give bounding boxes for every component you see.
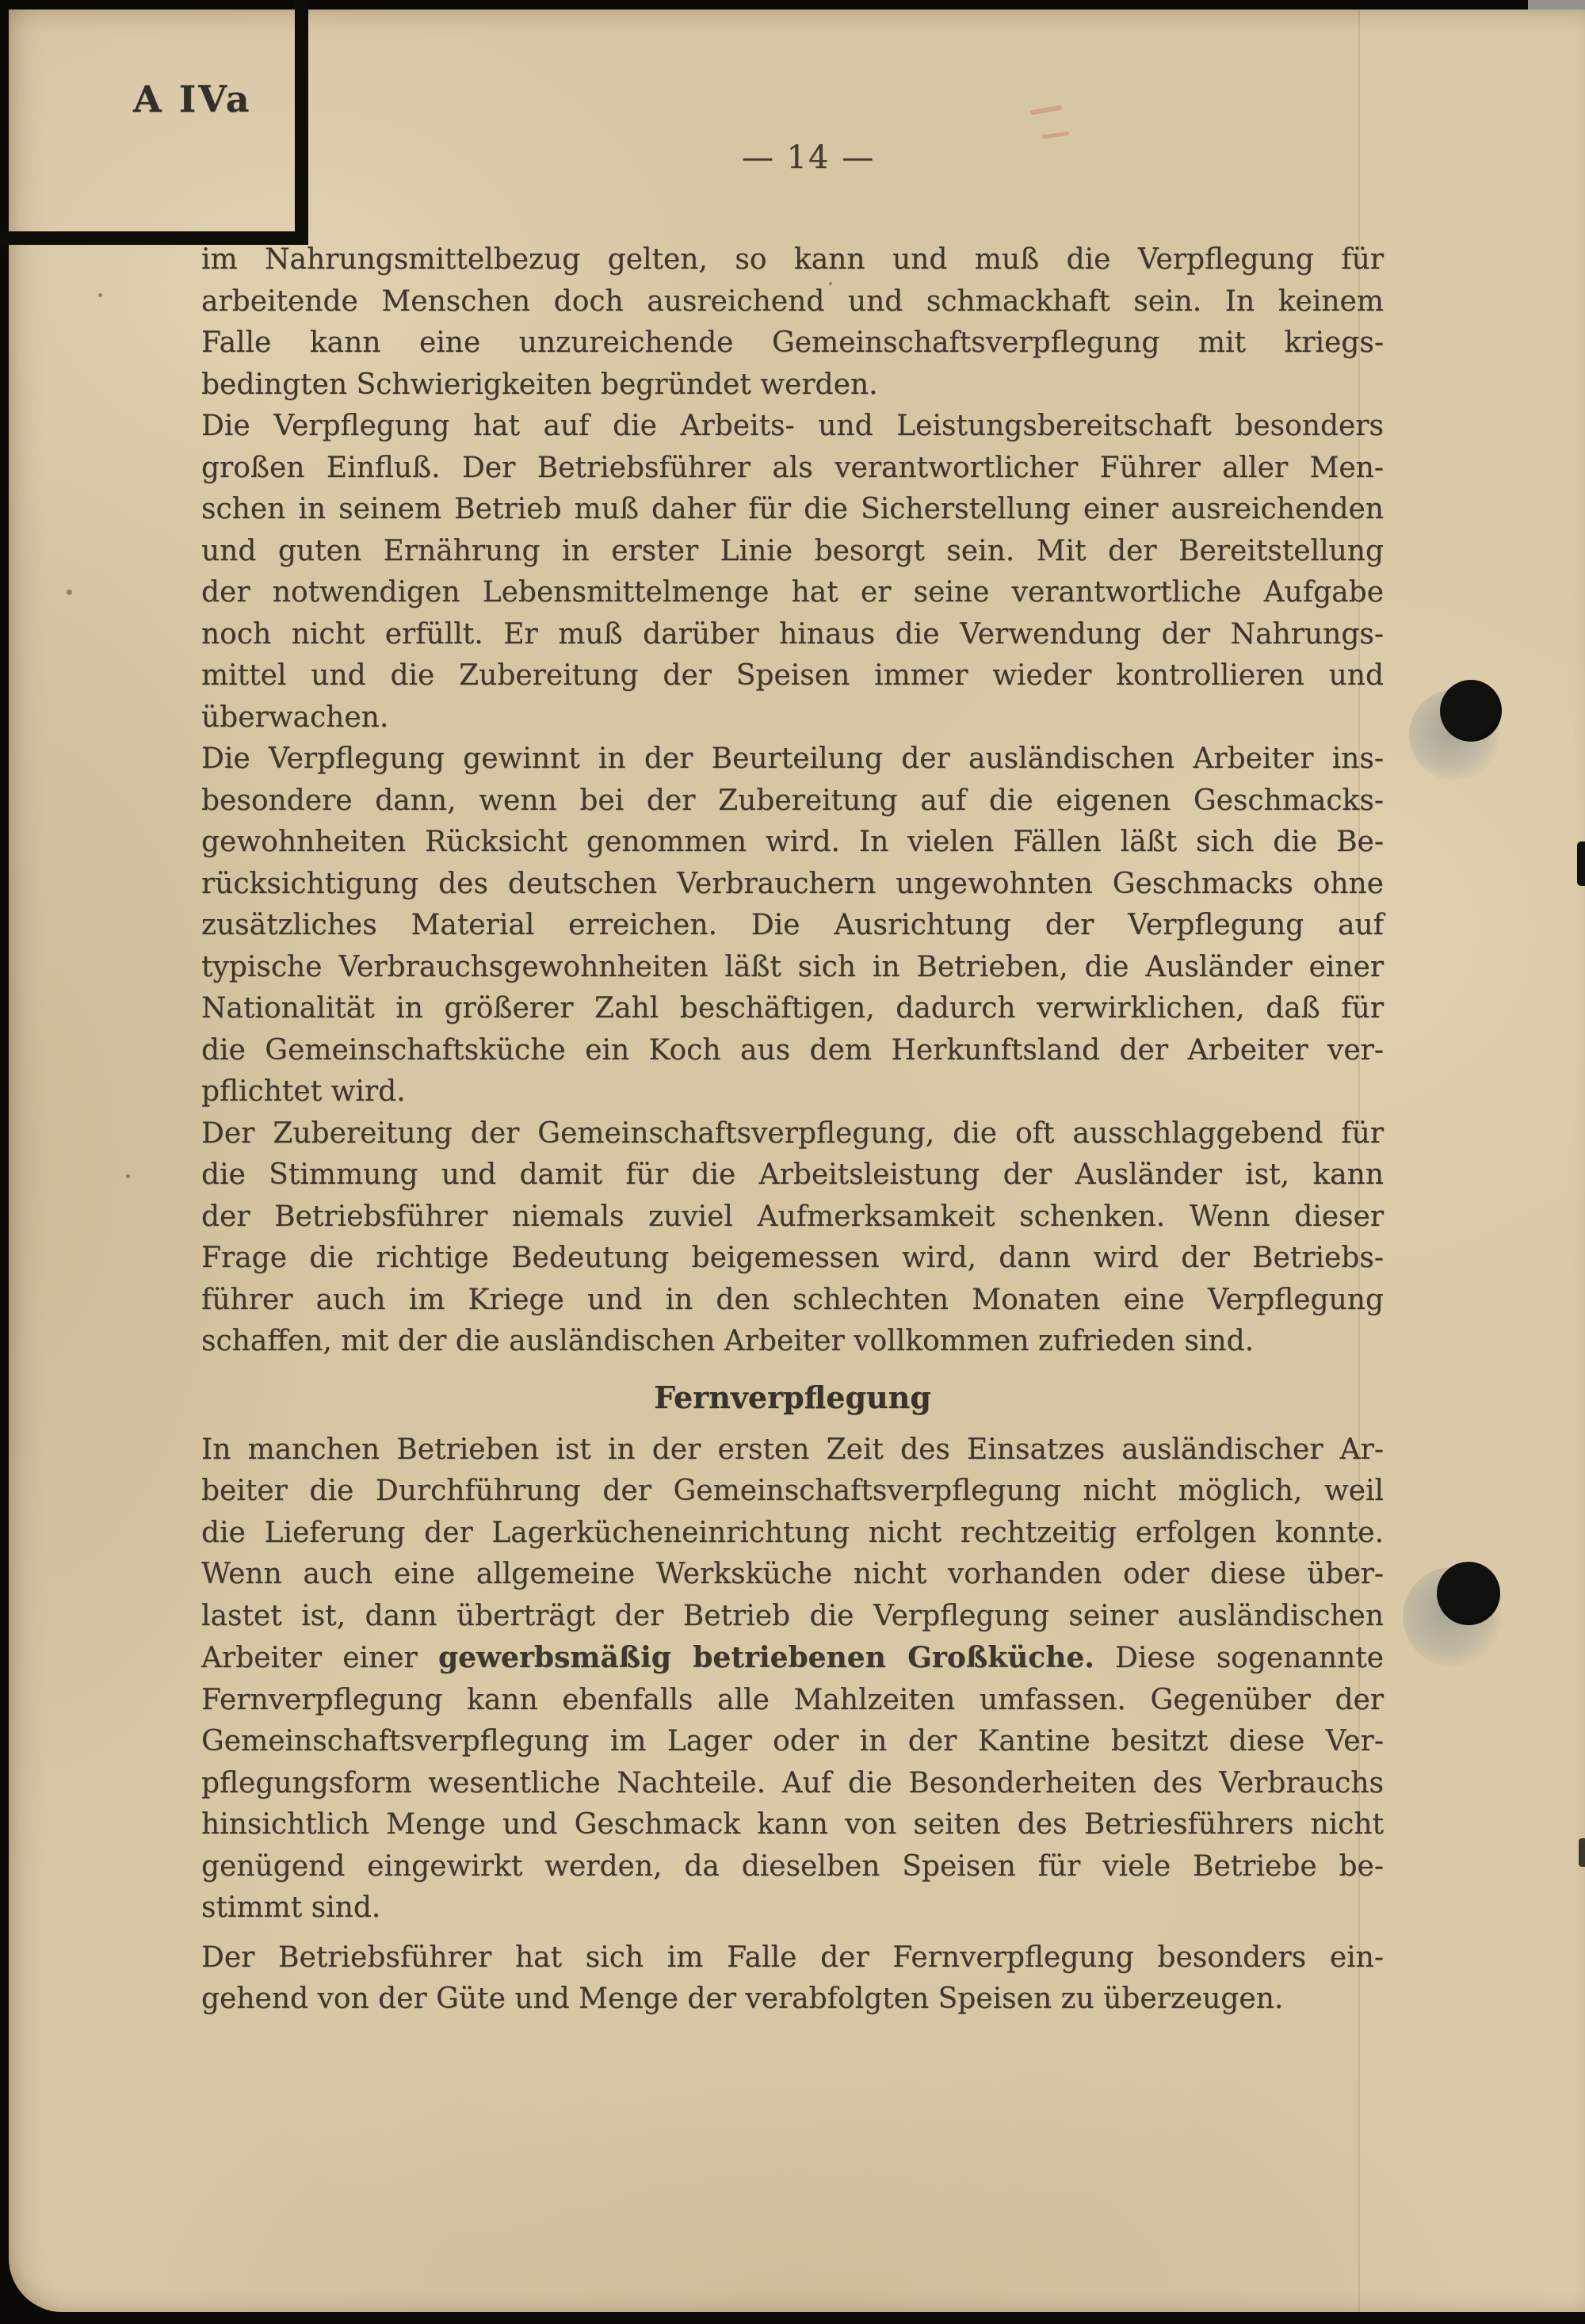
- ink-speck: [126, 1174, 130, 1178]
- text-line-with-bold: [201, 1637, 1384, 1680]
- text-line: Frage die richtige Bedeutung beigemessen wird, dann wird der Betriebs-: [201, 1242, 1384, 1274]
- page-number: — 14 —: [741, 139, 876, 176]
- text-line: zusätzliches Material erreichen. Die Ausrichtung der Verpflegung auf: [201, 909, 1384, 941]
- scan-edge-artifact: [1528, 0, 1585, 10]
- text-line: noch nicht erfüllt. Er muß darüber hinaus die Verwendung der Nahrungs-: [201, 617, 1384, 651]
- ink-speck: [67, 590, 72, 595]
- paragraph-3: [201, 738, 1384, 1113]
- classification-corner-box: [0, 0, 308, 245]
- text-line: überwachen.: [201, 700, 389, 734]
- text-line: Gemeinschaftsverpflegung im Lager oder in der Kantine besitzt diese Ver-: [201, 1725, 1384, 1757]
- text-line: pflegungsform wesentliche Nachteile. Auf die Besonderheiten des Verbrauchs: [201, 1766, 1384, 1799]
- paragraph-2: [201, 406, 1384, 738]
- text-segment: Arbeiter einer: [201, 1642, 438, 1674]
- text-line: typische Verbrauchsgewohnheiten läßt sich in Betrieben, die Ausländer einer: [201, 950, 1384, 983]
- text-line: die Lieferung der Lagerkücheneinrichtung nicht rechtzeitig erfolgen konnte.: [201, 1516, 1384, 1549]
- text-segment: Diese sogenannte: [1094, 1642, 1384, 1674]
- text-line: der Betriebsführer niemals zuviel Aufmerksamkeit schenken. Wenn dieser: [201, 1200, 1384, 1233]
- section-heading: Fernverpflegung: [654, 1379, 931, 1415]
- text-line: die Gemeinschaftsküche ein Koch aus dem Herkunftsland der Arbeiter ver-: [201, 1033, 1384, 1067]
- text-line: Falle kann eine unzureichende Gemeinschaftsverpflegung mit kriegs-: [201, 326, 1384, 359]
- crease-light-band: [1360, 10, 1585, 2312]
- right-edge-mark: [1579, 1838, 1585, 1867]
- text-line: rücksichtigung des deutschen Verbrauchern ungewohnten Geschmacks ohne: [201, 867, 1384, 900]
- classification-label: A IVa: [133, 78, 252, 120]
- text-line: Nationalität in größerer Zahl beschäftigen, dadurch verwirklichen, daß für: [201, 992, 1384, 1025]
- text-line: Die Verpflegung hat auf die Arbeits- und Leistungsbereitschaft besonders: [201, 410, 1384, 442]
- text-line: genügend eingewirkt werden, da dieselben Speisen für viele Betriebe be-: [201, 1849, 1384, 1883]
- text-line: schen in seinem Betrieb muß daher für die Sicherstellung einer ausreichenden: [201, 493, 1384, 525]
- text-line: Wenn auch eine allgemeine Werksküche nicht vorhanden oder diese über-: [201, 1558, 1384, 1590]
- text-line: mittel und die Zubereitung der Speisen immer wieder kontrollieren und: [201, 659, 1384, 692]
- text-line: schaffen, mit der die ausländischen Arbeiter vollkommen zufrieden sind.: [201, 1325, 1255, 1357]
- right-edge-mark: [1577, 841, 1585, 886]
- text-line: lastet ist, dann überträgt der Betrieb die Verpflegung seiner ausländischen: [201, 1599, 1384, 1632]
- text-line: großen Einfluß. Der Betriebsführer als verantwortlicher Führer aller Men-: [201, 451, 1384, 484]
- paragraph-6: [201, 1937, 1384, 2021]
- text-line: stimmt sind.: [201, 1891, 381, 1924]
- text-line: beiter die Durchführung der Gemeinschaftsverpflegung nicht möglich, weil: [201, 1475, 1384, 1507]
- text-line: gehend von der Güte und Menge der verabfolgten Speisen zu überzeugen.: [201, 1982, 1284, 2015]
- paragraph-1: [201, 239, 1384, 406]
- text-line: Der Betriebsführer hat sich im Falle der Fernverpflegung besonders ein-: [201, 1940, 1384, 1974]
- text-line: Die Verpflegung gewinnt in der Beurteilung der ausländischen Arbeiter ins-: [201, 742, 1384, 775]
- text-line: bedingten Schwierigkeiten begründet werden.: [201, 368, 878, 401]
- text-line: besondere dann, wenn bei der Zubereitung auf die eigenen Geschmacks-: [201, 784, 1384, 817]
- text-line: und guten Ernährung in erster Linie besorgt sein. Mit der Bereitstellung: [201, 534, 1384, 567]
- paragraph-5: [201, 1429, 1384, 1929]
- body-text: [201, 239, 1384, 2021]
- punch-hole-bottom: [1437, 1562, 1500, 1625]
- text-line: Fernverpflegung kann ebenfalls alle Mahlzeiten umfassen. Gegenüber der: [201, 1683, 1384, 1716]
- paragraph-4: [201, 1113, 1384, 1363]
- text-line: Der Zubereitung der Gemeinschaftsverpflegung, die oft ausschlaggebend für: [201, 1116, 1384, 1150]
- text-line: im Nahrungsmittelbezug gelten, so kann und muß die Verpflegung für: [201, 243, 1384, 276]
- ink-speck: [829, 282, 832, 285]
- punch-hole-top: [1440, 680, 1502, 742]
- text-line: führer auch im Kriege und in den schlechten Monaten eine Verpflegung: [201, 1283, 1384, 1316]
- ink-speck: [98, 293, 102, 297]
- text-line: hinsichtlich Menge und Geschmack kann von seiten des Betriesführers nicht: [201, 1808, 1384, 1841]
- text-line: pflichtet wird.: [201, 1075, 406, 1108]
- text-line: arbeitende Menschen doch ausreichend und schmackhaft sein. In keinem: [201, 284, 1384, 318]
- text-line: gewohnheiten Rücksicht genommen wird. In vielen Fällen läßt sich die Be-: [201, 826, 1384, 858]
- text-line: die Stimmung und damit für die Arbeitsleistung der Ausländer ist, kann: [201, 1158, 1384, 1191]
- text-line: In manchen Betrieben ist in der ersten Zeit des Einsatzes ausländischer Ar-: [201, 1433, 1384, 1466]
- bold-text-segment: gewerbsmäßig betriebenen Großküche.: [437, 1641, 1094, 1674]
- text-line: der notwendigen Lebensmittelmenge hat er seine verantwortliche Aufgabe: [201, 576, 1384, 609]
